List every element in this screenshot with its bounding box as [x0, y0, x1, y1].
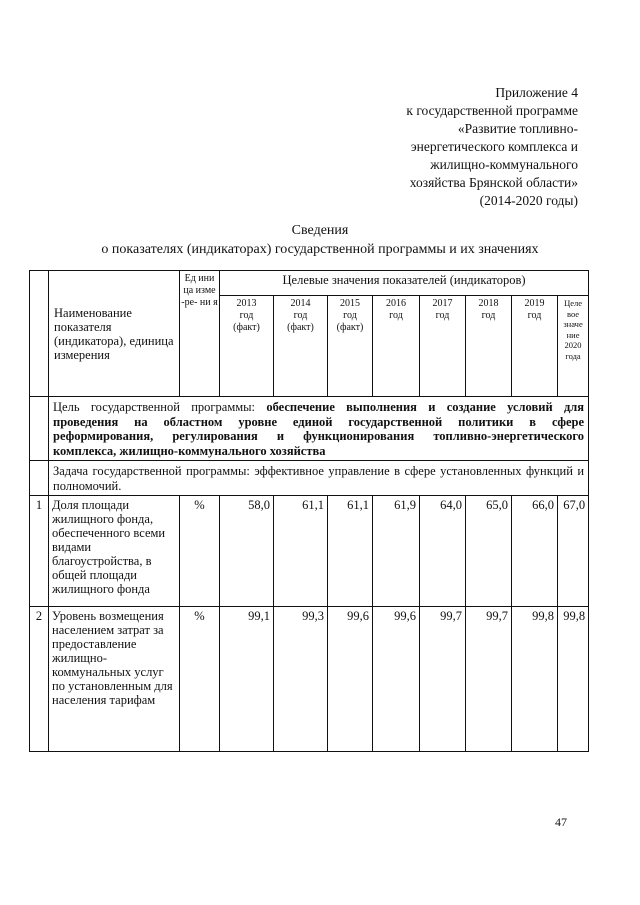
unit-header-cell: Ед ини ца изме -ре- ни я	[180, 271, 220, 397]
task-cell: Задача государственной программы: эффективное управление в сфере установленных функций и полномочий.	[49, 461, 589, 496]
target-values-header: Целевые значения показателей (индикаторов)	[220, 271, 589, 296]
year-header-2020: Целе вое значе ние 2020 года	[558, 296, 589, 397]
row-name: Уровень возмещения населением затрат за предоставление жилищно-коммунальных услуг по установленным для населения тарифам	[49, 607, 180, 752]
value-2020: 99,8	[558, 607, 589, 752]
row-number: 1	[30, 496, 49, 607]
year-header-2018: 2018 год	[466, 296, 512, 397]
appendix-line: Приложение 4	[495, 85, 578, 100]
value-2017: 99,7	[420, 607, 466, 752]
value-2016: 99,6	[373, 607, 420, 752]
appendix-line: энергетического комплекса и	[410, 139, 578, 154]
row-name: Доля площади жилищного фонда, обеспеченного всеми видами благоустройства, в общей площади жилищного фонда	[49, 496, 180, 607]
value-2013: 99,1	[220, 607, 274, 752]
document-subtitle: о показателях (индикаторах) государственной программы и их значениях	[101, 242, 539, 257]
value-2019: 99,8	[512, 607, 558, 752]
num-header-cell	[30, 271, 49, 397]
year-header-2014: 2014 год (факт)	[274, 296, 328, 397]
table-row	[30, 496, 589, 607]
page-number: 47	[555, 815, 567, 829]
row-unit: %	[180, 607, 220, 752]
appendix-line: к государственной программе	[406, 103, 578, 118]
value-2019: 66,0	[512, 496, 558, 607]
year-header-2016: 2016 год	[373, 296, 420, 397]
value-2013: 58,0	[220, 496, 274, 607]
value-2017: 64,0	[420, 496, 466, 607]
appendix-header	[318, 84, 578, 210]
year-header-2019: 2019 год	[512, 296, 558, 397]
appendix-line: «Развитие топливно-	[457, 121, 578, 136]
year-header-2015: 2015 год (факт)	[328, 296, 373, 397]
goal-cell: Цель государственной программы: обеспечение выполнения и создание условий для проведения на областном уровне единой государственной политики в сфере реформирования, регулирования и функционирования топливно-энергетического комплекса, жилищно-коммунального хозяйства	[49, 397, 589, 461]
year-header-2013: 2013 год (факт)	[220, 296, 274, 397]
appendix-line: (2014-2020 годы)	[479, 193, 578, 208]
value-2016: 61,9	[373, 496, 420, 607]
name-header-cell: Наименование показателя (индикатора), единица измерения	[49, 271, 180, 397]
indicators-table	[29, 270, 589, 752]
goal-num-cell	[30, 397, 49, 461]
task-num-cell	[30, 461, 49, 496]
value-2020: 67,0	[558, 496, 589, 607]
appendix-line: жилищно-коммунального	[430, 157, 578, 172]
table-row	[30, 607, 589, 752]
value-2014: 99,3	[274, 607, 328, 752]
document-title: Сведения	[291, 223, 349, 238]
value-2015: 99,6	[328, 607, 373, 752]
row-number: 2	[30, 607, 49, 752]
value-2018: 99,7	[466, 607, 512, 752]
row-unit: %	[180, 496, 220, 607]
header-row	[30, 271, 589, 296]
year-header-2017: 2017 год	[420, 296, 466, 397]
task-row	[30, 461, 589, 496]
appendix-line: хозяйства Брянской области»	[409, 175, 578, 190]
value-2018: 65,0	[466, 496, 512, 607]
value-2014: 61,1	[274, 496, 328, 607]
value-2015: 61,1	[328, 496, 373, 607]
goal-row	[30, 397, 589, 461]
